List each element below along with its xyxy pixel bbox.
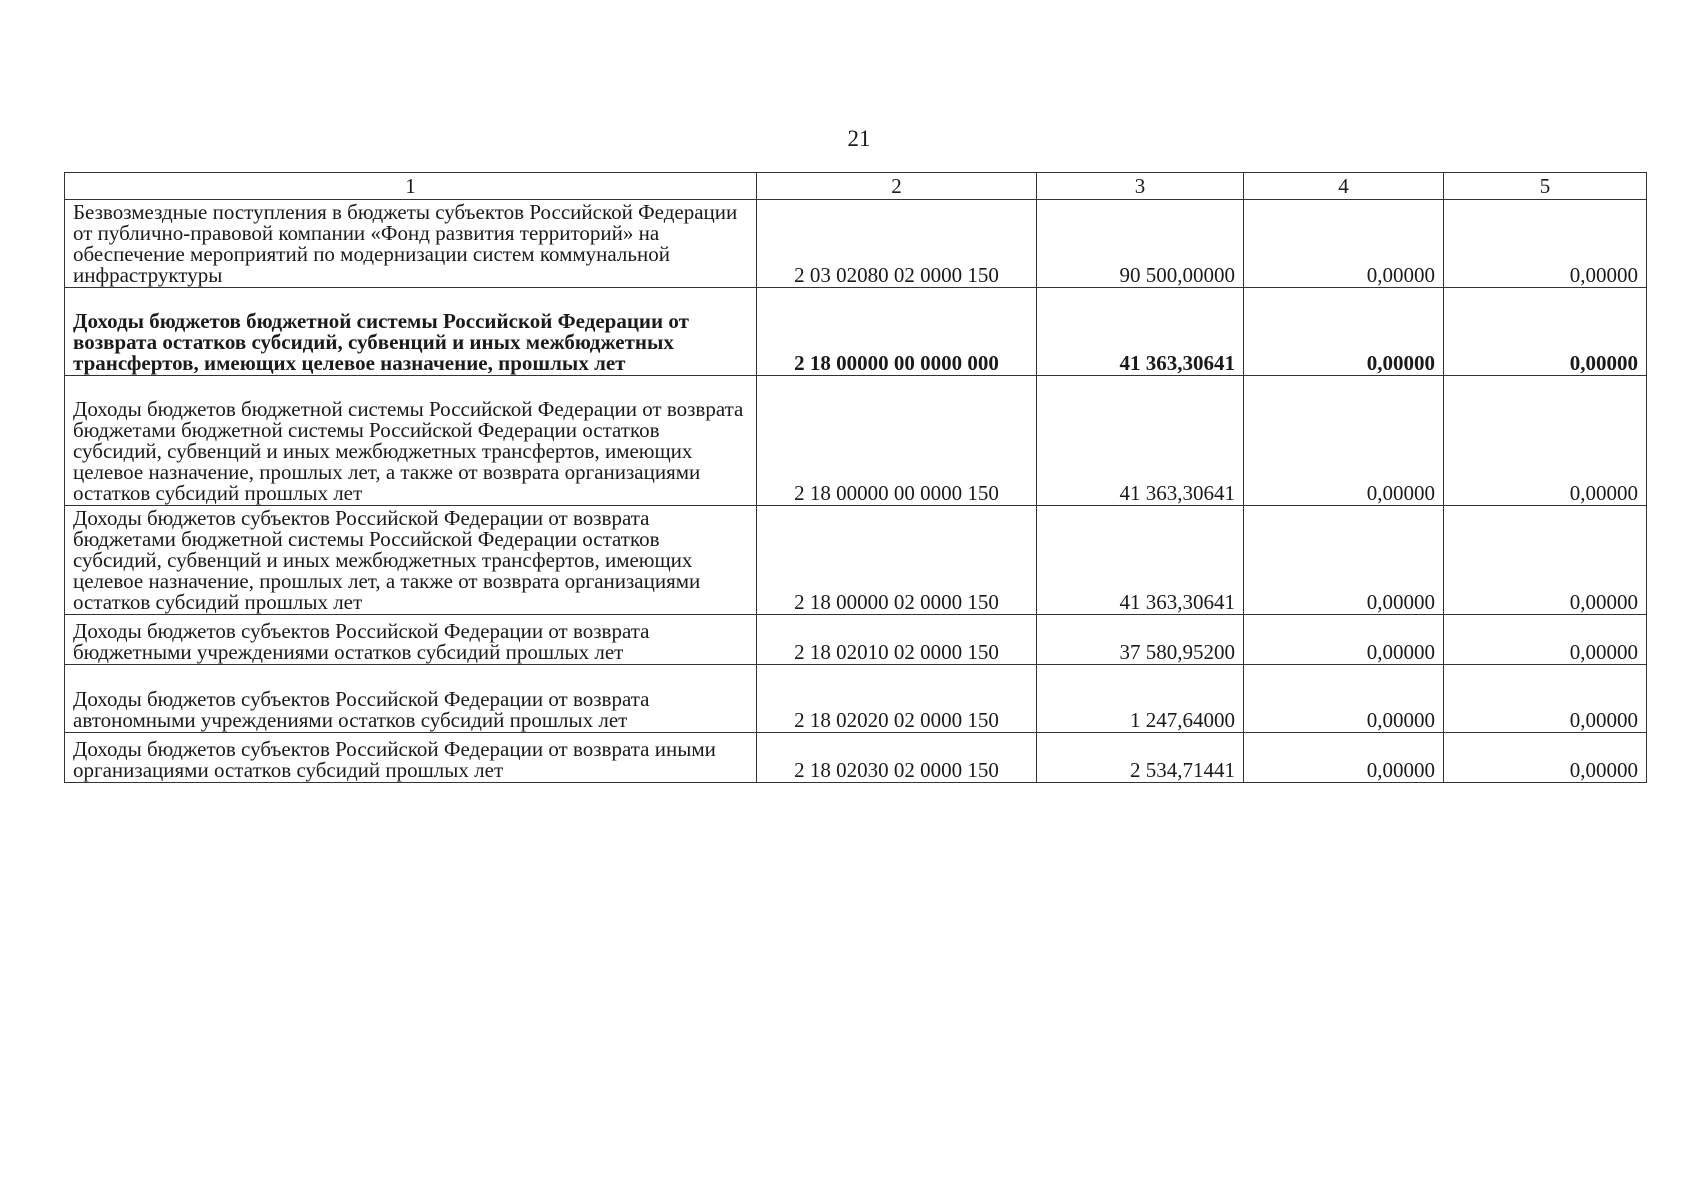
table-row [65, 506, 1647, 615]
row-amount-col5: 0,00000 [1444, 288, 1647, 376]
table-row [65, 200, 1647, 288]
row-amount-col4: 0,00000 [1244, 288, 1444, 376]
row-code-cell: 2 18 02020 02 0000 150 [757, 665, 1037, 733]
row-amount-col4: 0,00000 [1244, 665, 1444, 733]
column-header-5: 5 [1444, 173, 1647, 200]
row-amount-col4: 0,00000 [1244, 506, 1444, 615]
table-body [65, 200, 1647, 783]
row-name-cell: Доходы бюджетов субъектов Российской Федерации от возврата бюджетными учреждениями остатков субсидий прошлых лет [65, 615, 757, 665]
table-row [65, 665, 1647, 733]
row-code-cell: 2 18 00000 00 0000 000 [757, 288, 1037, 376]
revenue-table [64, 172, 1647, 783]
table-row [65, 733, 1647, 783]
row-name-cell: Доходы бюджетов субъектов Российской Федерации от возврата иными организациями остатков субсидий прошлых лет [65, 733, 757, 783]
row-name-cell: Доходы бюджетов субъектов Российской Федерации от возврата бюджетами бюджетной системы Российской Федерации остатков субсидий, субвенций и иных межбюджетных трансфертов, имеющих целевое назначение, прошлых лет, а также от возврата организациями остатков субсидий прошлых лет [65, 506, 757, 615]
row-amount-col4: 0,00000 [1244, 733, 1444, 783]
row-amount-col4: 0,00000 [1244, 376, 1444, 506]
row-amount-col5: 0,00000 [1444, 506, 1647, 615]
row-amount-col3: 2 534,71441 [1037, 733, 1244, 783]
row-code-cell: 2 03 02080 02 0000 150 [757, 200, 1037, 288]
row-code-cell: 2 18 02010 02 0000 150 [757, 615, 1037, 665]
column-header-2: 2 [757, 173, 1037, 200]
row-amount-col4: 0,00000 [1244, 615, 1444, 665]
row-amount-col3: 1 247,64000 [1037, 665, 1244, 733]
row-name-cell: Доходы бюджетов бюджетной системы Российской Федерации от возврата бюджетами бюджетной системы Российской Федерации остатков субсидий, субвенций и иных межбюджетных трансфертов, имеющих целевое назначение, прошлых лет, а также от возврата организациями остатков субсидий прошлых лет [65, 376, 757, 506]
row-amount-col4: 0,00000 [1244, 200, 1444, 288]
column-header-3: 3 [1037, 173, 1244, 200]
row-code-cell: 2 18 00000 00 0000 150 [757, 376, 1037, 506]
table-row [65, 376, 1647, 506]
row-name-cell: Доходы бюджетов бюджетной системы Российской Федерации от возврата остатков субсидий, субвенций и иных межбюджетных трансфертов, имеющих целевое назначение, прошлых лет [65, 288, 757, 376]
row-amount-col3: 90 500,00000 [1037, 200, 1244, 288]
table-row [65, 288, 1647, 376]
row-amount-col3: 41 363,30641 [1037, 376, 1244, 506]
row-amount-col5: 0,00000 [1444, 200, 1647, 288]
row-name-cell: Безвозмездные поступления в бюджеты субъектов Российской Федерации от публично-правовой компании «Фонд развития территорий» на обеспечение мероприятий по модернизации систем коммунальной инфраструктуры [65, 200, 757, 288]
row-code-cell: 2 18 00000 02 0000 150 [757, 506, 1037, 615]
row-amount-col5: 0,00000 [1444, 376, 1647, 506]
row-amount-col3: 41 363,30641 [1037, 288, 1244, 376]
row-amount-col3: 37 580,95200 [1037, 615, 1244, 665]
page-number: 21 [847, 126, 871, 151]
column-header-1: 1 [65, 173, 757, 200]
row-amount-col5: 0,00000 [1444, 615, 1647, 665]
row-amount-col5: 0,00000 [1444, 665, 1647, 733]
row-amount-col3: 41 363,30641 [1037, 506, 1244, 615]
row-amount-col5: 0,00000 [1444, 733, 1647, 783]
row-name-cell: Доходы бюджетов субъектов Российской Федерации от возврата автономными учреждениями остатков субсидий прошлых лет [65, 665, 757, 733]
table-row [65, 615, 1647, 665]
table-header-row [65, 173, 1647, 200]
column-header-4: 4 [1244, 173, 1444, 200]
row-code-cell: 2 18 02030 02 0000 150 [757, 733, 1037, 783]
